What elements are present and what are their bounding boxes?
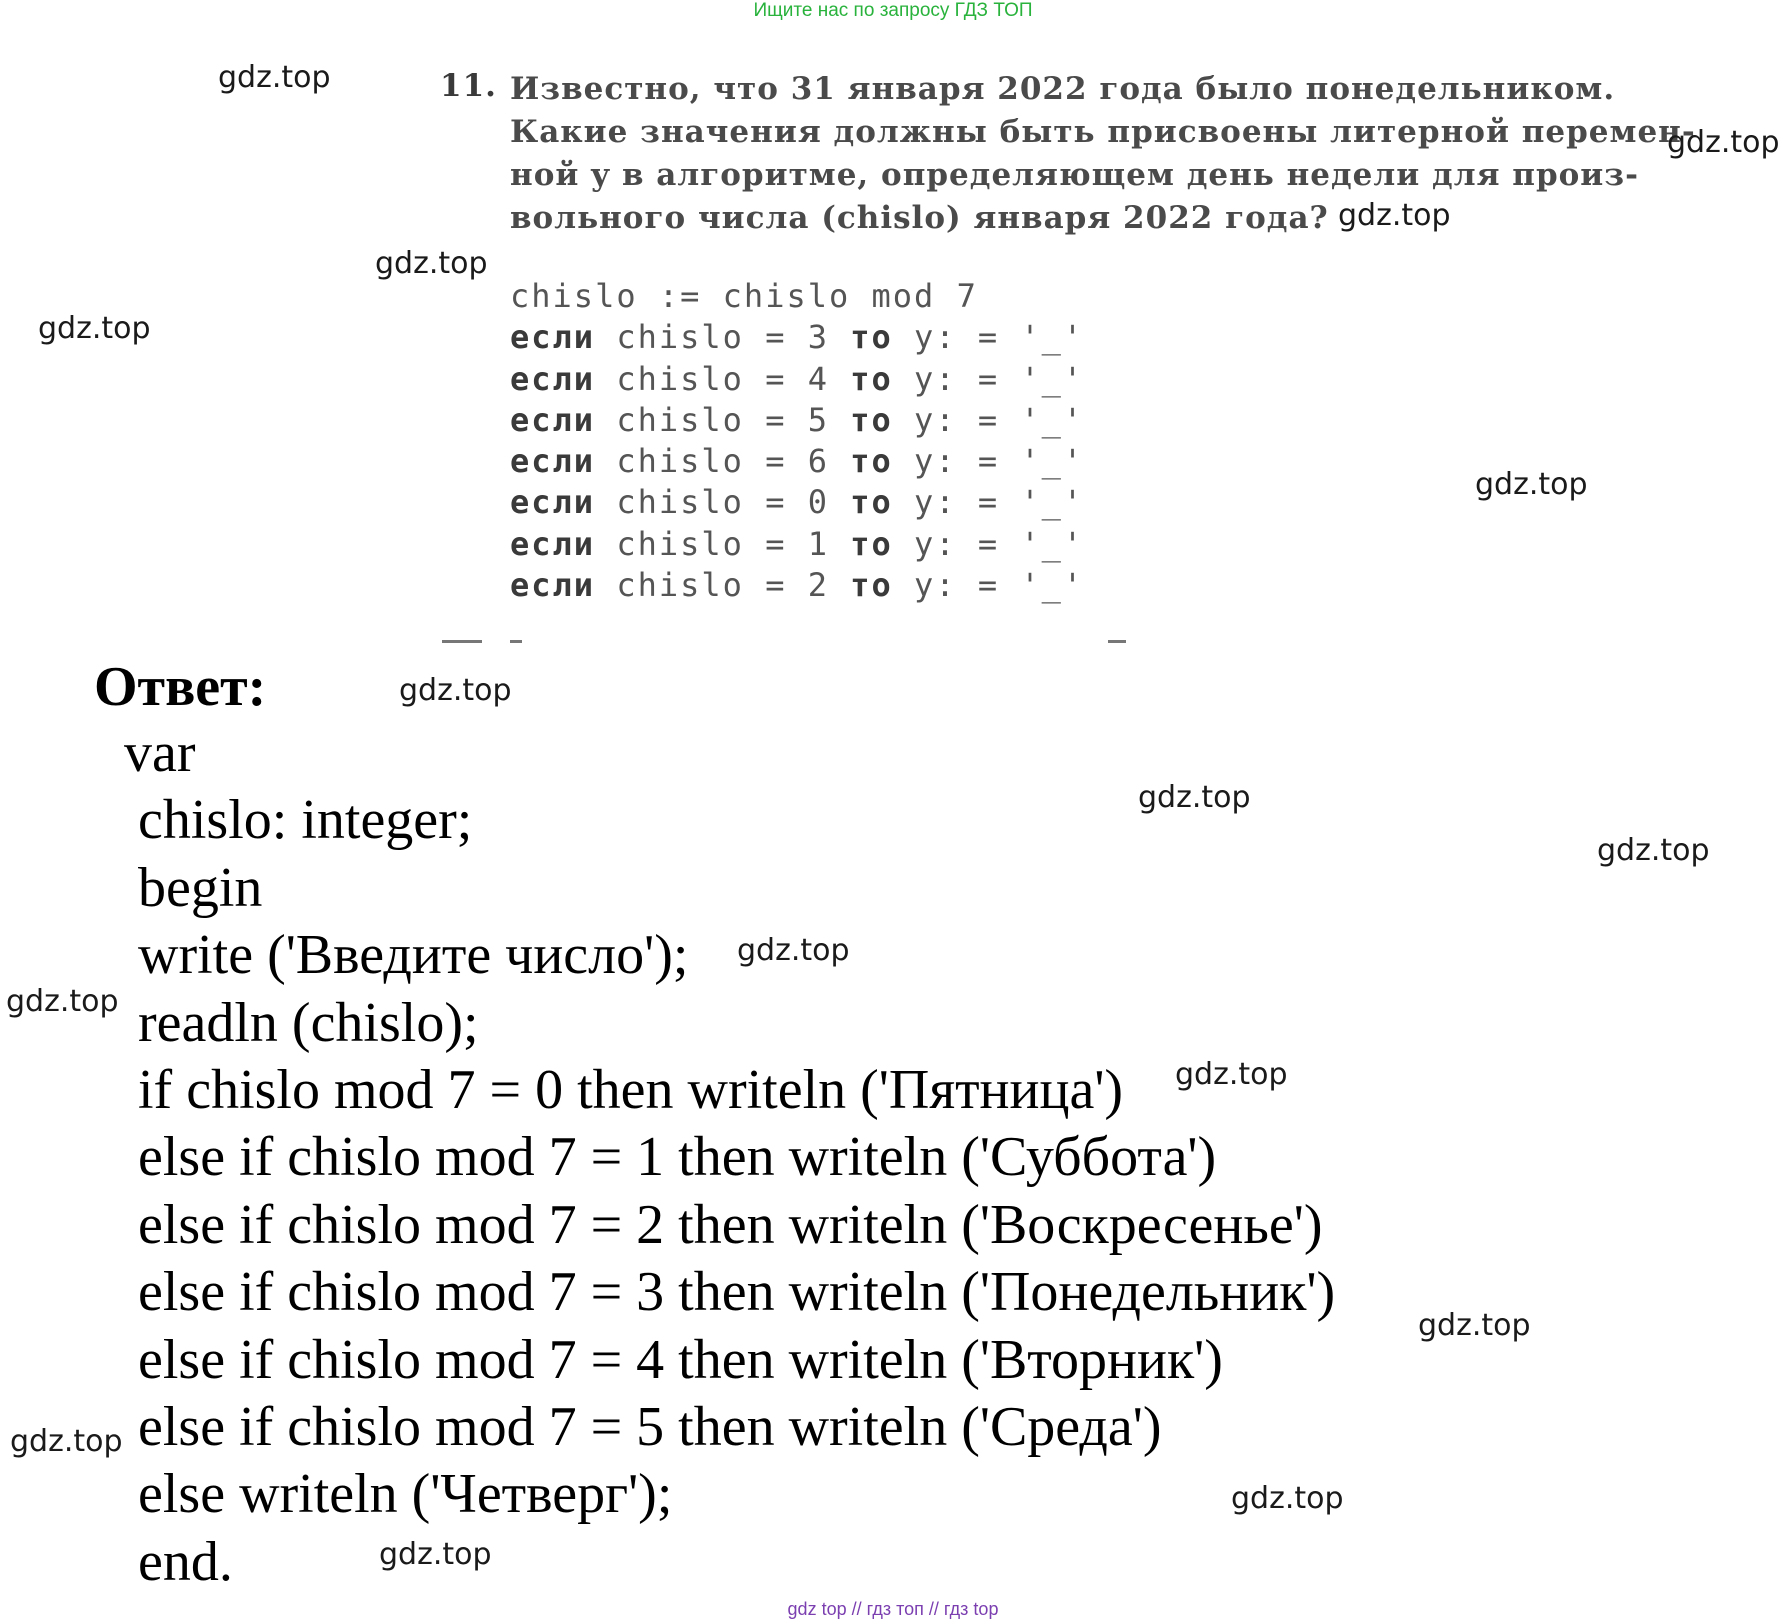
- answer-line: readln (chislo);: [138, 991, 479, 1054]
- bottom-footer: gdz top // гдз топ // гдз top: [787, 1599, 999, 1619]
- watermark: gdz.top: [1475, 467, 1588, 502]
- task-text-line: вольного числа (chislo) января 2022 года?: [510, 200, 1329, 236]
- watermark: gdz.top: [375, 246, 488, 281]
- watermark: gdz.top: [737, 933, 850, 968]
- code-line: если chislo = 3 то y: = '_': [510, 318, 1085, 357]
- watermark: gdz.top: [1667, 125, 1780, 160]
- watermark: gdz.top: [10, 1424, 123, 1459]
- answer-code: [124, 720, 1336, 1596]
- answer-line: if chislo mod 7 = 0 then writeln ('Пятница'): [138, 1058, 1124, 1121]
- code-line: если chislo = 4 то y: = '_': [510, 359, 1085, 398]
- watermark: gdz.top: [379, 1537, 492, 1572]
- answer-line: else if chislo mod 7 = 5 then writeln ('Среда'): [138, 1395, 1162, 1458]
- answer-line: write ('Введите число');: [138, 924, 689, 987]
- task-text-line: Известно, что 31 января 2022 года было понедельником.: [510, 71, 1616, 107]
- task-block: [440, 68, 1696, 240]
- task-text: [510, 68, 1696, 240]
- watermark: gdz.top: [38, 311, 151, 346]
- answer-line: end.: [138, 1530, 233, 1593]
- code-line: если chislo = 0 то y: = '_': [510, 483, 1085, 522]
- answer-line: else if chislo mod 7 = 3 then writeln ('Понедельник'): [138, 1261, 1336, 1324]
- watermark: gdz.top: [218, 60, 331, 95]
- code-line: если chislo = 6 то y: = '_': [510, 442, 1085, 481]
- watermark: gdz.top: [1597, 833, 1710, 868]
- watermark: gdz.top: [399, 673, 512, 708]
- watermark: gdz.top: [1138, 780, 1251, 815]
- cropped-next-task-edge: [440, 640, 1140, 648]
- watermark: gdz.top: [1338, 198, 1451, 233]
- answer-line: else if chislo mod 7 = 2 then writeln ('Воскресенье'): [138, 1193, 1323, 1256]
- answer-line: else if chislo mod 7 = 1 then writeln ('Суббота'): [138, 1126, 1217, 1189]
- answer-line: else writeln ('Четверг');: [138, 1463, 673, 1526]
- task-code-block: [510, 276, 1084, 606]
- code-line: если chislo = 1 то y: = '_': [510, 524, 1085, 563]
- watermark: gdz.top: [6, 984, 119, 1019]
- watermark: gdz.top: [1231, 1481, 1344, 1516]
- answer-line: chislo: integer;: [138, 789, 473, 852]
- top-banner: Ищите нас по запросу ГДЗ ТОП: [753, 0, 1033, 21]
- code-line: если chislo = 5 то y: = '_': [510, 400, 1085, 439]
- code-line: если chislo = 2 то y: = '_': [510, 566, 1085, 605]
- watermark: gdz.top: [1175, 1057, 1288, 1092]
- answer-line: else if chislo mod 7 = 4 then writeln ('Вторник'): [138, 1328, 1223, 1391]
- task-text-line: Какие значения должны быть присвоены литерной перемен-: [510, 114, 1696, 150]
- task-text-line: ной y в алгоритме, определяющем день недели для произ-: [510, 157, 1639, 193]
- watermark: gdz.top: [1418, 1308, 1531, 1343]
- task-number: 11.: [440, 68, 497, 104]
- answer-line: begin: [138, 856, 263, 919]
- answer-line: var: [124, 722, 196, 784]
- answer-title: Ответ:: [94, 656, 267, 718]
- code-line: chislo := chislo mod 7: [510, 277, 978, 315]
